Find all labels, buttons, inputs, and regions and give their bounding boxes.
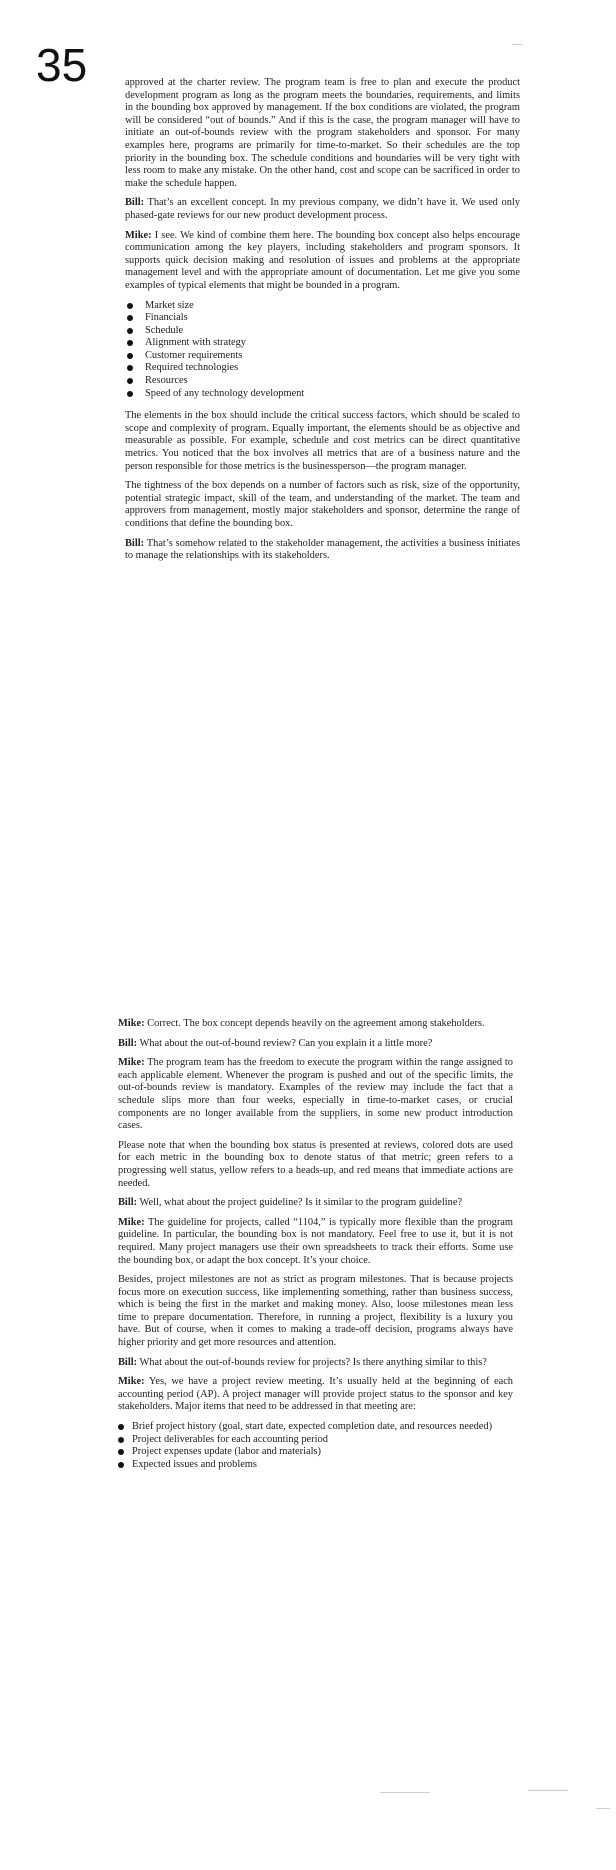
paragraph <box>125 77 520 190</box>
list-item: Resources <box>145 375 520 388</box>
speaker-label: Mike: <box>118 1216 145 1228</box>
speaker-label: Bill: <box>125 537 145 549</box>
bounding-box-elements-list <box>125 300 520 401</box>
speaker-label: Mike: <box>118 1018 145 1029</box>
paragraph-text: approved at the charter review. The program team is free to plan and execute the product development program as long as the program meets the boundaries, requirements, and limits in the bounding box approved by management. If the box conditions are violated, the program will be considered “out of bounds.” And if this is the case, the program manager will have to initiate an out-of-bounds review with the program stakeholders and sponsor. For many examples here, programs are primarily for time-to-market. So their schedules are the top priority in the bounding box. The schedule conditions and boundaries will be very tight with less room to make any mistake. On the other hand, cost and scope can be sacrificed in order to make the schedule happen. <box>125 77 520 189</box>
bullet-icon <box>127 328 133 334</box>
bullet-icon <box>118 1424 124 1430</box>
bullet-icon <box>118 1462 124 1468</box>
bullet-icon <box>127 303 133 309</box>
list-item: Market size <box>145 300 520 313</box>
bullet-icon <box>127 340 133 346</box>
paragraph <box>125 197 520 222</box>
list-item: Schedule <box>145 325 520 338</box>
paragraph-text: What about the out-of-bounds review for projects? Is there anything similar to this? <box>139 1356 487 1368</box>
paragraph-text: Well, what about the project guideline? Is it similar to the program guideline? <box>139 1197 463 1209</box>
speaker-label: Bill: <box>118 1356 138 1368</box>
bullet-icon <box>127 391 133 397</box>
page-top-text <box>125 77 520 570</box>
bullet-icon <box>127 353 133 359</box>
paragraph <box>118 1038 513 1051</box>
bullet-icon <box>118 1449 124 1455</box>
paragraph <box>118 1197 513 1210</box>
speaker-label: Mike: <box>125 229 152 241</box>
paragraph-text: Besides, project milestones are not as strict as program milestones. That is because projects focus more on execution success, like implementing something, rather than business success, which is being the first in the market and making money. Also, loose milestones mean less time to prepare documentation. Therefore, in running a project, flexibility is a luxury you have. But of course, when it comes to making a trade-off decision, programs always have higher priority and get more resources and attention. <box>118 1274 513 1349</box>
paragraph <box>125 480 520 530</box>
list-item: Brief project history (goal, start date, expected completion date, and resources needed) <box>132 1421 513 1434</box>
paragraph-text: I see. We kind of combine them here. The bounding box concept also helps encourage communication among the key players, including stakeholders and program sponsors. It supports quick decision making and resolution of issues and problems at the appropriate management level and with the appropriate amount of documentation. Let me give you some examples of typical elements that might be bounded in a program. <box>125 229 520 291</box>
paragraph <box>118 1217 513 1267</box>
paragraph <box>125 410 520 473</box>
speaker-label: Mike: <box>118 1057 145 1069</box>
list-item: Alignment with strategy <box>145 337 520 350</box>
paragraph-text: The program team has the freedom to execute the program within the range assigned to each applicable element. Whenever the program is pushed and out of the specific limits, the out-of-bounds review is mandatory. Examples of the review may include the fact that a schedule slips more than four weeks, especially in time-to-market cases, or crucial components are no longer available from the suppliers, in some new product introduction cases. <box>118 1057 513 1132</box>
meeting-items-list <box>118 1421 513 1471</box>
scan-mark <box>380 1792 430 1793</box>
bullet-icon <box>118 1437 124 1443</box>
paragraph <box>118 1357 513 1370</box>
list-item: Project expenses update (labor and materials) <box>132 1446 513 1459</box>
bullet-icon <box>127 365 133 371</box>
paragraph-text: The elements in the box should include the critical success factors, which should be scaled to scope and complexity of program. Equally important, the elements should be as objective and measurable as possible. For example, schedule and cost metrics can be direct quantitative metrics. You noticed that the box involves all metrics that are of a business nature and the person responsible for those metrics is the businessperson—the program manager. <box>125 410 520 472</box>
page-bottom-text <box>118 1018 513 1481</box>
scan-mark <box>596 1808 610 1809</box>
bullet-icon <box>127 378 133 384</box>
paragraph <box>118 1018 513 1031</box>
bullet-icon <box>127 315 133 321</box>
speaker-label: Mike: <box>118 1376 145 1388</box>
paragraph-text: What about the out-of-bound review? Can you explain it a little more? <box>139 1037 433 1049</box>
paragraph-text: Please note that when the bounding box status is presented at reviews, colored dots are used for each metric in the bounding box to denote status of that metric; green refers to a progressing well status, yellow refers to a heads-up, and red means that immediate actions are needed. <box>118 1139 513 1189</box>
paragraph-text: That’s somehow related to the stakeholder management, the activities a business initiates to manage the relationships with its stakeholders. <box>125 537 520 562</box>
paragraph-text: The guideline for projects, called “1104,” is typically more flexible than the program guideline. In particular, the bounding box is not mandatory. Feel free to use it, but it is not required. Many project managers use their own spreadsheets to track their efforts. Some use the bounding box, or adapt the box concept. It’s your choice. <box>118 1216 513 1266</box>
paragraph-text: Correct. The box concept depends heavily on the agreement among stakeholders. <box>147 1018 485 1029</box>
paragraph <box>118 1376 513 1414</box>
list-item: Required technologies <box>145 362 520 375</box>
list-item: Speed of any technology development <box>145 388 520 401</box>
speaker-label: Bill: <box>125 197 145 209</box>
list-item: Expected issues and problems <box>132 1459 513 1472</box>
paragraph <box>118 1274 513 1350</box>
paragraph <box>125 230 520 293</box>
paragraph-text: That’s an excellent concept. In my previous company, we didn’t have it. We used only phased-gate reviews for our new product development process. <box>125 197 520 221</box>
paragraph <box>118 1057 513 1133</box>
scan-mark <box>512 44 522 45</box>
list-item: Customer requirements <box>145 350 520 363</box>
paragraph-text: Yes, we have a project review meeting. It’s usually held at the beginning of each accounting period (AP). A project manager will provide project status to the sponsor and key stakeholders. Major items that need to be addressed in that meeting are: <box>118 1376 514 1413</box>
list-item: Project deliverables for each accounting period <box>132 1434 513 1447</box>
speaker-label: Bill: <box>118 1197 138 1209</box>
list-item: Financials <box>145 312 520 325</box>
page-number: 35 <box>36 39 88 91</box>
speaker-label: Bill: <box>118 1037 138 1049</box>
paragraph-text: The tightness of the box depends on a number of factors such as risk, size of the opportunity, potential strategic impact, skill of the team, and understanding of the market. The team and approvers from management, mostly major stakeholders and sponsor, determine the range of conditions that define the bounding box. <box>125 480 520 529</box>
paragraph <box>125 538 520 563</box>
scan-mark <box>528 1790 568 1791</box>
paragraph <box>118 1140 513 1190</box>
